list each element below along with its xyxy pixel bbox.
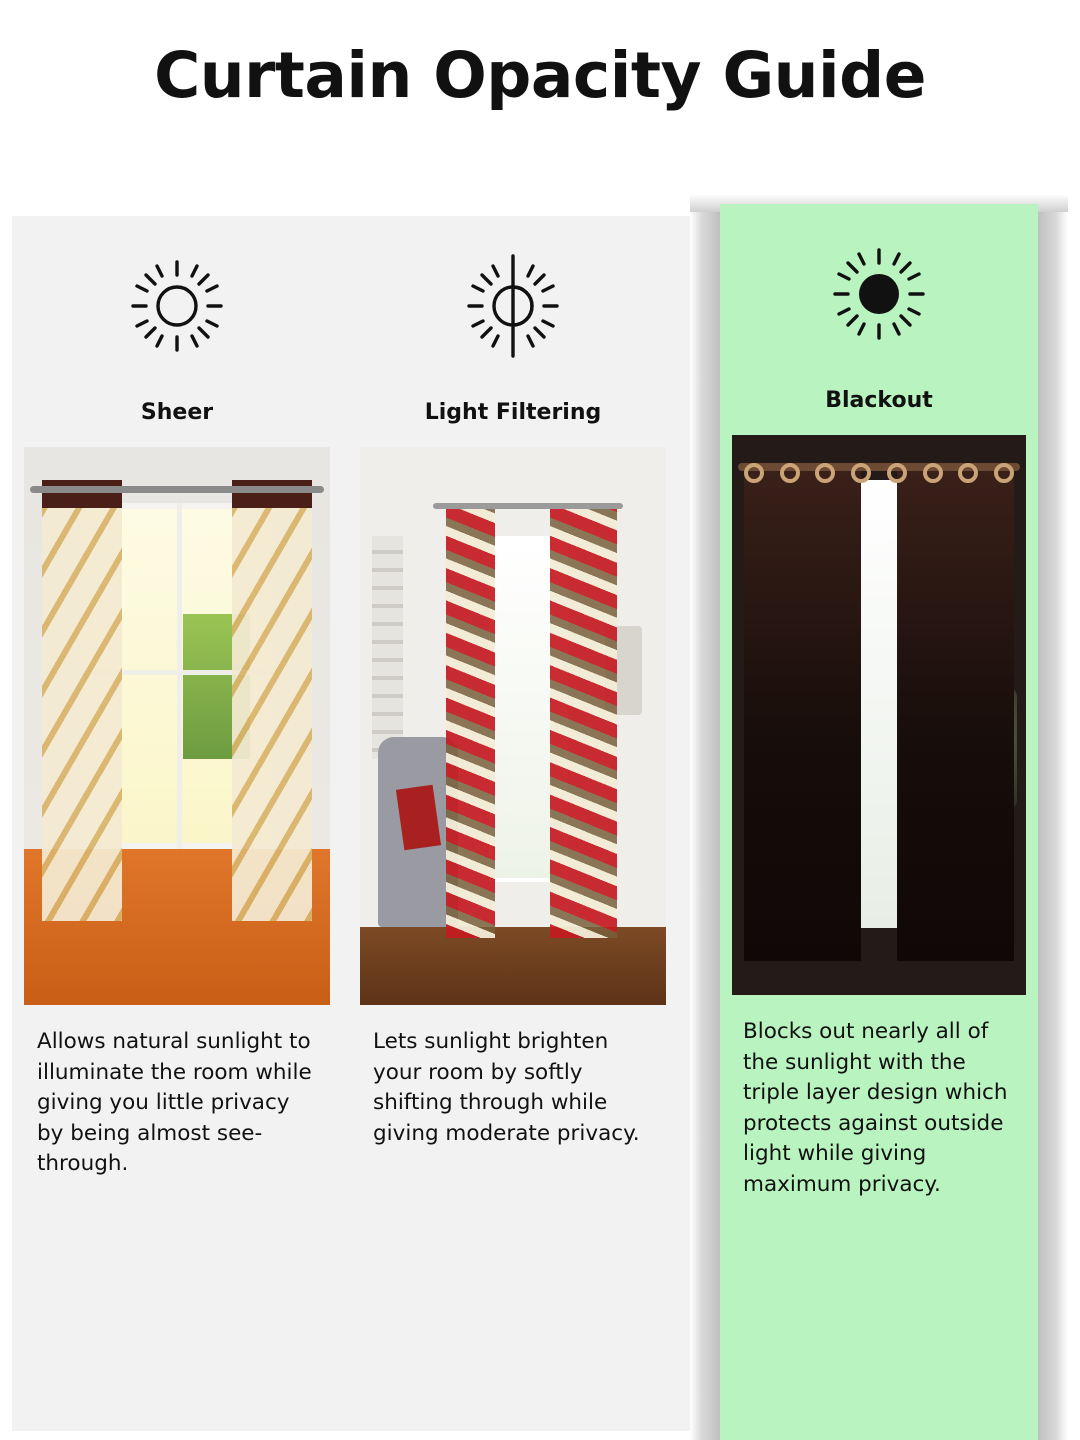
page-title: Curtain Opacity Guide bbox=[154, 38, 926, 112]
comparison-panels bbox=[0, 150, 1080, 1440]
caption-sheer: Allows natural sunlight to illuminate the room while giving you little privacy by being almost see-through. bbox=[37, 1029, 312, 1177]
column-blackout-wrapper bbox=[690, 194, 1068, 1440]
panel-shadow-right bbox=[1038, 194, 1068, 1440]
column-light-filtering bbox=[348, 216, 678, 1149]
caption-light-filtering: Lets sunlight brighten your room by softly shifting through while giving moderate privacy. bbox=[373, 1029, 640, 1146]
photo-sheer-curtain bbox=[24, 447, 330, 1005]
caption-blackout: Blocks out nearly all of the sunlight with the triple layer design which protects against outside light while giving maximum privacy. bbox=[743, 1019, 1008, 1197]
column-sheer bbox=[12, 216, 342, 1180]
photo-blackout-curtain bbox=[732, 435, 1026, 995]
photo-light-filtering-curtain bbox=[360, 447, 666, 1005]
category-label-blackout: Blackout bbox=[825, 388, 933, 413]
sun-half-icon bbox=[348, 216, 678, 396]
panel-shadow-left bbox=[690, 194, 720, 1440]
category-label-light-filtering: Light Filtering bbox=[424, 400, 602, 425]
category-label-sheer: Sheer bbox=[140, 400, 214, 425]
sun-full-icon bbox=[12, 216, 342, 396]
title-bar bbox=[0, 0, 1080, 150]
sun-solid-icon bbox=[720, 204, 1038, 384]
column-blackout bbox=[720, 204, 1038, 1440]
